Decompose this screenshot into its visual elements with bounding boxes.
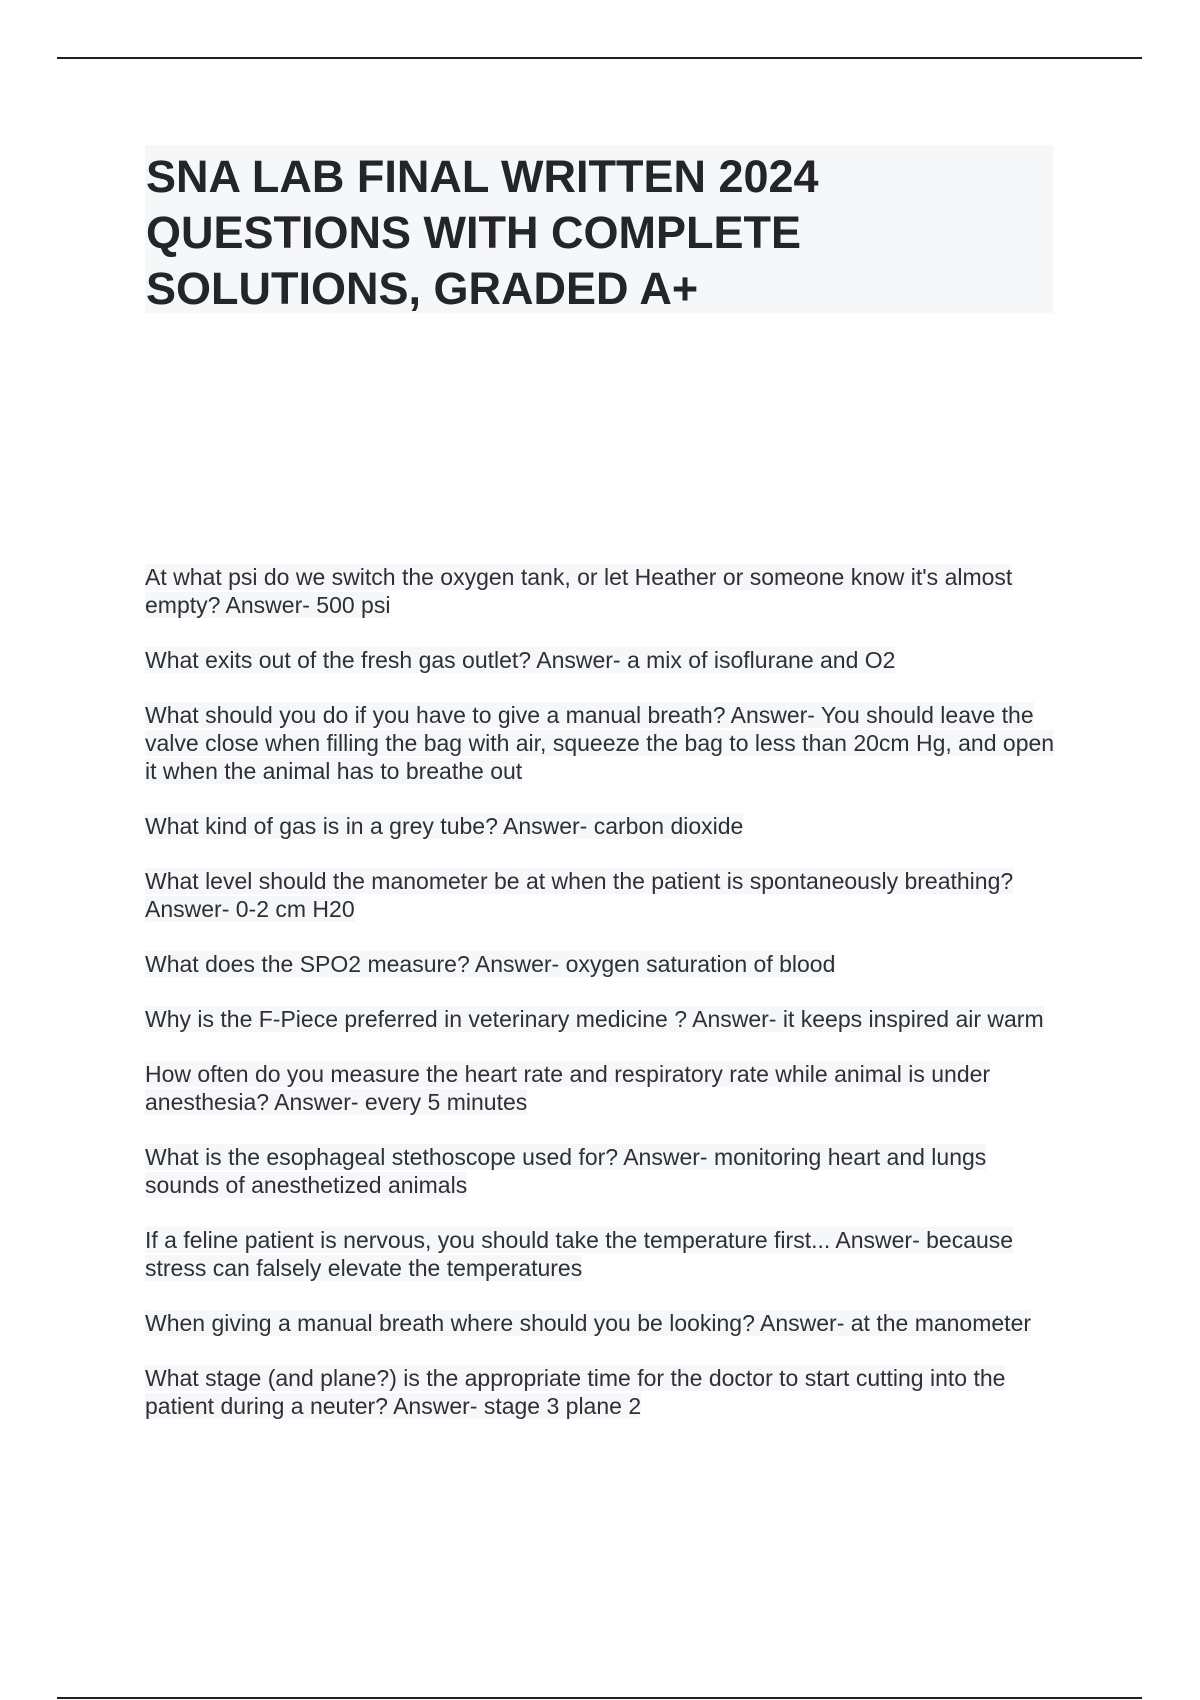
qa-item — [145, 1060, 1065, 1116]
qa-text: What should you do if you have to give a manual breath? Answer- You should leave the valve close when filling the bag with air, squeeze the bag to less than 20cm Hg, and open it when the animal has to breathe out — [145, 702, 1055, 784]
qa-item — [145, 950, 1065, 978]
qa-text: What kind of gas is in a grey tube? Answer- carbon dioxide — [145, 813, 744, 839]
qa-item — [145, 563, 1065, 619]
qa-item — [145, 646, 1065, 674]
document-title: SNA LAB FINAL WRITTEN 2024 QUESTIONS WITH COMPLETE SOLUTIONS, GRADED A+ — [146, 151, 819, 314]
qa-text: How often do you measure the heart rate and respiratory rate while animal is under anesthesia? Answer- every 5 minutes — [145, 1061, 991, 1115]
bottom-rule — [57, 1697, 1142, 1699]
qa-text: What is the esophageal stethoscope used for? Answer- monitoring heart and lungs sounds of anesthetized animals — [145, 1144, 987, 1198]
qa-item — [145, 701, 1065, 785]
title-block — [145, 145, 1053, 313]
qa-item — [145, 812, 1065, 840]
qa-list — [145, 563, 1065, 1447]
qa-item — [145, 1005, 1065, 1033]
qa-text: What exits out of the fresh gas outlet? Answer- a mix of isoflurane and O2 — [145, 647, 896, 673]
qa-item — [145, 867, 1065, 923]
qa-item — [145, 1309, 1065, 1337]
qa-text: When giving a manual breath where should you be looking? Answer- at the manometer — [145, 1310, 1032, 1336]
qa-item — [145, 1226, 1065, 1282]
qa-item — [145, 1364, 1065, 1420]
qa-text: What stage (and plane?) is the appropriate time for the doctor to start cutting into the patient during a neuter? Answer- stage 3 plane 2 — [145, 1365, 1006, 1419]
qa-text: What level should the manometer be at when the patient is spontaneously breathing? Answer- 0-2 cm H20 — [145, 868, 1014, 922]
qa-text: What does the SPO2 measure? Answer- oxygen saturation of blood — [145, 951, 836, 977]
qa-text: If a feline patient is nervous, you should take the temperature first... Answer- because stress can falsely elevate the temperatures — [145, 1227, 1014, 1281]
top-rule — [57, 57, 1142, 59]
qa-text: Why is the F-Piece preferred in veterinary medicine ? Answer- it keeps inspired air warm — [145, 1006, 1044, 1032]
qa-item — [145, 1143, 1065, 1199]
qa-text: At what psi do we switch the oxygen tank, or let Heather or someone know it's almost empty? Answer- 500 psi — [145, 564, 1013, 618]
